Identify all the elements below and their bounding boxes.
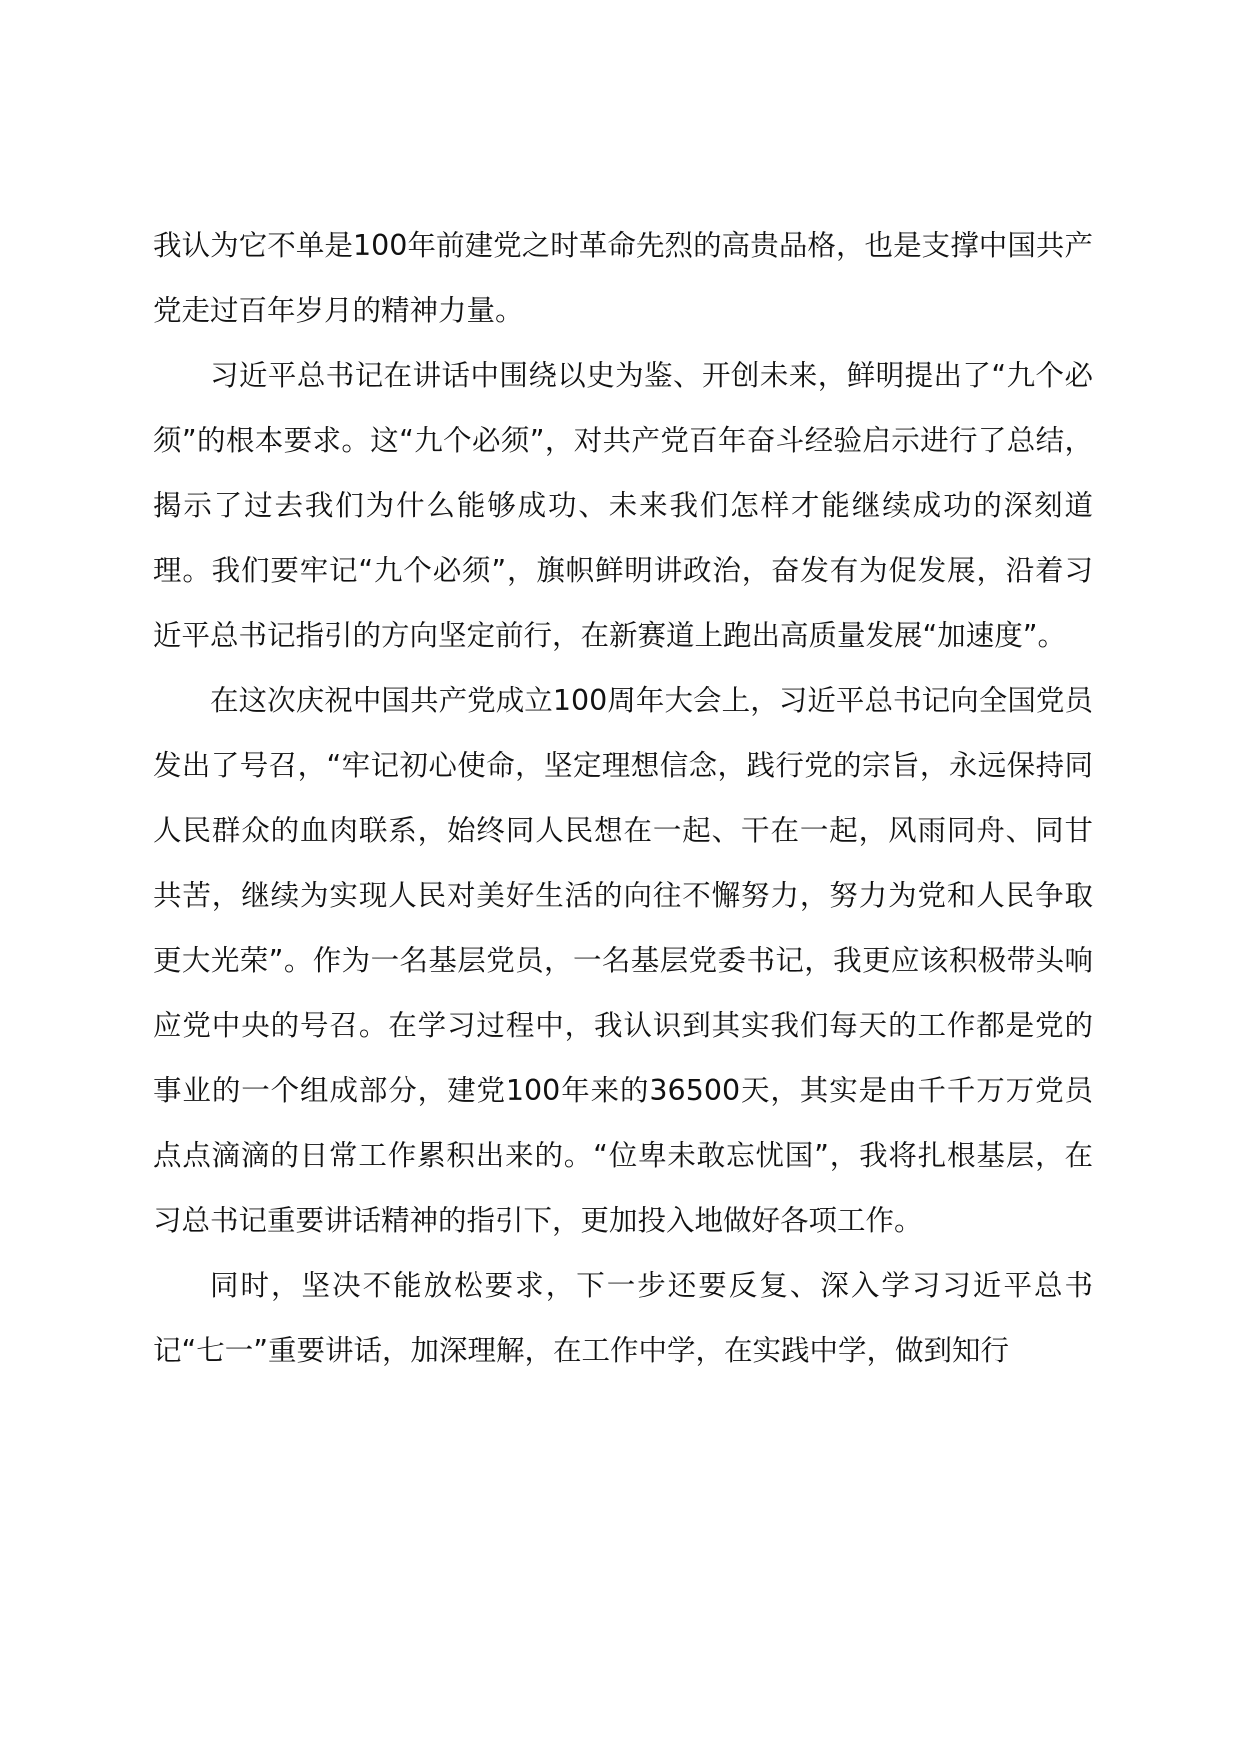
body-text bbox=[153, 213, 1093, 1383]
paragraph-1: 我认为它不单是100年前建党之时革命先烈的高贵品格，也是支撑中国共产党走过百年岁月的精神力量。 bbox=[153, 229, 1093, 327]
paragraph-4: 同时，坚决不能放松要求，下一步还要反复、深入学习习近平总书记“七一”重要讲话，加深理解，在工作中学，在实践中学，做到知行 bbox=[153, 1269, 1093, 1367]
paragraph-3: 在这次庆祝中国共产党成立100周年大会上，习近平总书记向全国党员发出了号召，“牢记初心使命，坚定理想信念，践行党的宗旨，永远保持同人民群众的血肉联系，始终同人民想在一起、干在一起，风雨同舟、同甘共苦，继续为实现人民对美好生活的向往不懈努力，努力为党和人民争取更大光荣”。作为一名基层党员，一名基层党委书记，我更应该积极带头响应党中央的号召。在学习过程中，我认识到其实我们每天的工作都是党的事业的一个组成部分，建党100年来的36500天，其实是由千千万万党员点点滴滴的日常工作累积出来的。“位卑未敢忘忧国”，我将扎根基层，在习总书记重要讲话精神的指引下，更加投入地做好各项工作。 bbox=[153, 684, 1093, 1237]
paragraph-2: 习近平总书记在讲话中围绕以史为鉴、开创未来，鲜明提出了“九个必须”的根本要求。这“九个必须”，对共产党百年奋斗经验启示进行了总结，揭示了过去我们为什么能够成功、未来我们怎样才能继续成功的深刻道理。我们要牢记“九个必须”，旗帜鲜明讲政治，奋发有为促发展，沿着习近平总书记指引的方向坚定前行，在新赛道上跑出高质量发展“加速度”。 bbox=[153, 359, 1093, 652]
